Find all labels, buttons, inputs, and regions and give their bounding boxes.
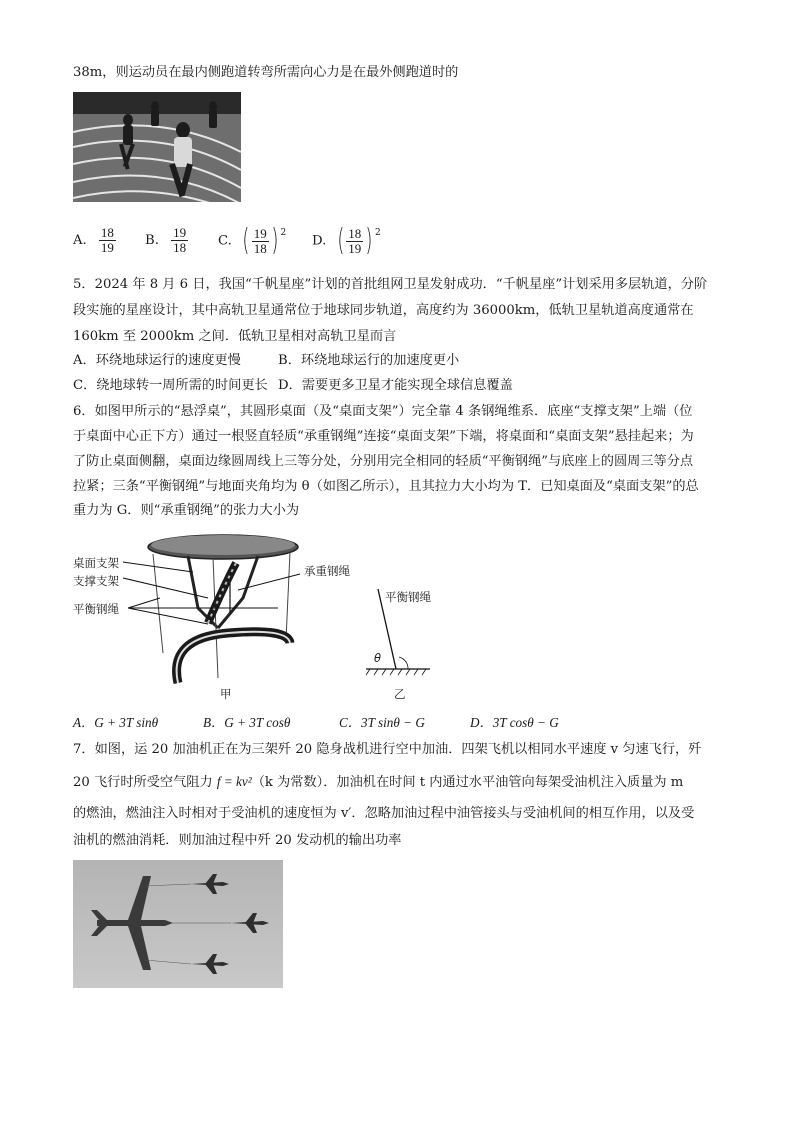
q5-option-a[interactable]: A．环绕地球运行的速度更慢 xyxy=(73,353,241,368)
caption-figure-b: 乙 xyxy=(394,687,406,701)
denominator: 18 xyxy=(253,240,267,256)
q4-option-b[interactable] xyxy=(145,226,188,255)
q5-text-line: 段实施的星座设计，其中高轨卫星通常位于地球同步轨道，高度约为 36000km，低轨卫星轨道高度通常在 xyxy=(73,303,694,318)
q7-text-part: 20 飞行时所受空气阻力 xyxy=(73,775,217,790)
option-b-fraction xyxy=(171,226,188,255)
denominator: 19 xyxy=(348,240,362,256)
option-d-expression: ( $\frac{18}{19}$ ) $^2$ xyxy=(336,223,381,258)
caption-figure-a: 甲 xyxy=(220,687,232,701)
q4-option-d[interactable] xyxy=(312,223,381,258)
q5-option-c[interactable]: C．绕地球转一周所需的时间更长 xyxy=(73,378,268,393)
q4-option-a[interactable] xyxy=(73,226,116,255)
q7-text-line: 的燃油，燃油注入时相对于受油机的速度恒为 v′．忽略加油过程中油管接头与受油机间的相互作用，以及受 xyxy=(73,806,695,821)
label-theta: θ xyxy=(374,651,382,665)
q5-text-line: 160km 至 2000km 之间．低轨卫星相对高轨卫星而言 xyxy=(73,329,397,344)
exponent: 2 xyxy=(280,228,287,238)
q4-option-c[interactable] xyxy=(218,223,287,258)
q7-text-line: 油机的燃油消耗．则加油过程中歼 20 发动机的输出功率 xyxy=(73,833,402,848)
q6-text-line: 拉紧；三条“平衡钢绳”与地面夹角均为 θ（如图乙所示），且其拉力大小均为 T．已知桌面及“桌面支架”的总 xyxy=(73,479,699,494)
option-b-label: B. xyxy=(145,233,159,248)
label-base-support: 支撑支架 xyxy=(73,574,119,588)
running-track-photo xyxy=(73,92,241,202)
q6-option-b[interactable]: B．G + 3T cosθ xyxy=(203,715,291,730)
aerial-refueling-photo xyxy=(73,860,283,988)
option-c-label: C. xyxy=(218,233,232,249)
q6-text-line: 重力为 G．则“承重钢绳”的张力大小为 xyxy=(73,503,300,518)
q6-option-a[interactable]: A．G + 3T sinθ xyxy=(73,715,159,730)
drag-formula: f = kv² xyxy=(216,774,252,789)
q5-option-b[interactable]: B．环绕地球运行的加速度更小 xyxy=(278,353,460,368)
exponent: 2 xyxy=(374,228,381,238)
q6-option-c[interactable]: C．3T sinθ − G xyxy=(339,715,425,730)
q6-text-line: 于桌面中心正下方）通过一根竖直轻质“承重钢绳”连接“桌面支架”下端，将桌面和“桌面支架”悬挂起来；为 xyxy=(73,429,694,444)
q7-text-line: 7．如图，运 20 加油机正在为三架歼 20 隐身战机进行空中加油．四架飞机以相同水平速度 v 匀速飞行，歼 xyxy=(73,742,702,757)
option-d-label: D. xyxy=(312,233,327,249)
q6-text-line: 6．如图甲所示的“悬浮桌”，其圆形桌面（及“桌面支架”）完全靠 4 条钢绳维系．底座“支撑支架”上端（位 xyxy=(73,404,693,419)
denominator: 18 xyxy=(173,240,187,255)
q7-text-line-formula xyxy=(73,773,683,792)
numerator: 19 xyxy=(253,225,267,241)
q6-text-line: 了防止桌面侧翻，桌面边缘圆周线上三等分处，分别用完全相同的轻质“平衡钢绳”与底座上的圆周三等分点 xyxy=(73,454,694,469)
q7-text-part: （k 为常数）．加油机在时间 t 内通过水平油管向每架受油机注入质量为 m xyxy=(251,775,684,790)
numerator: 18 xyxy=(100,225,114,240)
q5-option-d[interactable]: D．需要更多卫星才能实现全球信息覆盖 xyxy=(278,378,513,393)
option-a-fraction xyxy=(99,226,116,255)
label-table-support: 桌面支架 xyxy=(73,556,119,570)
numerator: 19 xyxy=(173,225,187,240)
option-a-label: A. xyxy=(73,233,87,248)
q6-option-d[interactable]: D．3T cosθ − G xyxy=(470,715,559,730)
label-balance-rope: 平衡钢绳 xyxy=(73,602,119,616)
label-balance-rope-b: 平衡钢绳 xyxy=(385,590,431,604)
q4-intro: 38m，则运动员在最内侧跑道转弯所需向心力是在最外侧跑道时的 xyxy=(73,65,459,80)
numerator: 18 xyxy=(348,225,362,241)
label-load-rope: 承重钢绳 xyxy=(304,564,350,578)
denominator: 19 xyxy=(100,240,114,255)
option-c-expression: ( $\frac{19}{18}$ ) $^2$ xyxy=(242,223,287,258)
q5-text-line: 5．2024 年 8 月 6 日，我国“千帆星座”计划的首批组网卫星发射成功．“千帆星座”计划采用多层轨道，分阶 xyxy=(73,277,708,292)
